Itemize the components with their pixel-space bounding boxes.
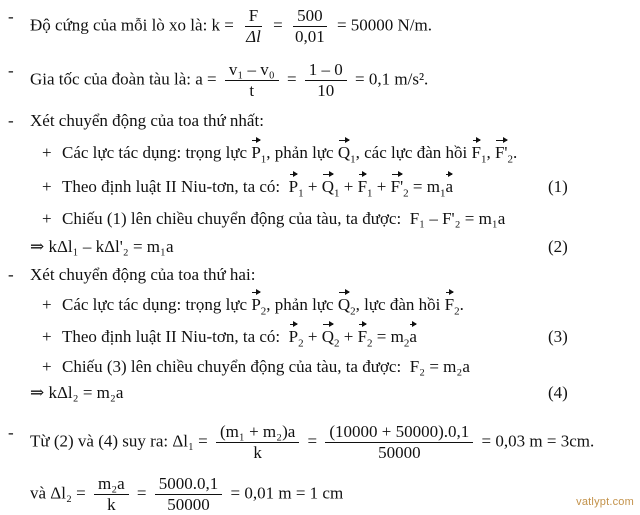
fraction-v-over-t: $\frac{\text{v₁ – v₀}}{t}$ <box>225 60 279 101</box>
vector-q2: Q <box>337 295 351 314</box>
fraction-500-over-001: $\frac{500}{0,01}$ <box>294 6 325 46</box>
vector-f1: F <box>471 143 481 162</box>
vector-p2: P <box>251 295 261 314</box>
eq-number-1: (1) <box>548 177 568 196</box>
eq-number-3: (3) <box>548 327 568 346</box>
fraction-f-over-dl: $\frac{F}{\Delta l}$ <box>246 6 261 46</box>
vector-f2: F <box>444 295 455 314</box>
eq-number-4: (4) <box>548 383 568 402</box>
fraction-dl2: $\frac{\text{m₂a}}{k}$ <box>94 474 129 515</box>
vector-p1: P <box>251 143 261 162</box>
vector-f2-prime: F' <box>494 143 508 162</box>
fraction-dl1-values: $\frac{(10000 + 50000).0,1}{50000}$ <box>325 422 473 463</box>
watermark: vatlypt.com <box>576 496 634 508</box>
fraction-dl1: $\frac{\text{(m₁ + m₂)a}}{k}$ <box>216 422 299 463</box>
vector-q1: Q <box>337 143 351 162</box>
eq-number-2: (2) <box>548 237 568 256</box>
fraction-1-over-10: $\frac{1 - 0}{10}$ <box>305 60 347 101</box>
fraction-dl2-values: $\frac{5000.0,1}{50000}$ <box>155 474 223 515</box>
text-spring-constant: Độ cứng của mỗi lò xo là: k = <box>30 15 234 35</box>
bullet-dash: - <box>8 7 14 26</box>
